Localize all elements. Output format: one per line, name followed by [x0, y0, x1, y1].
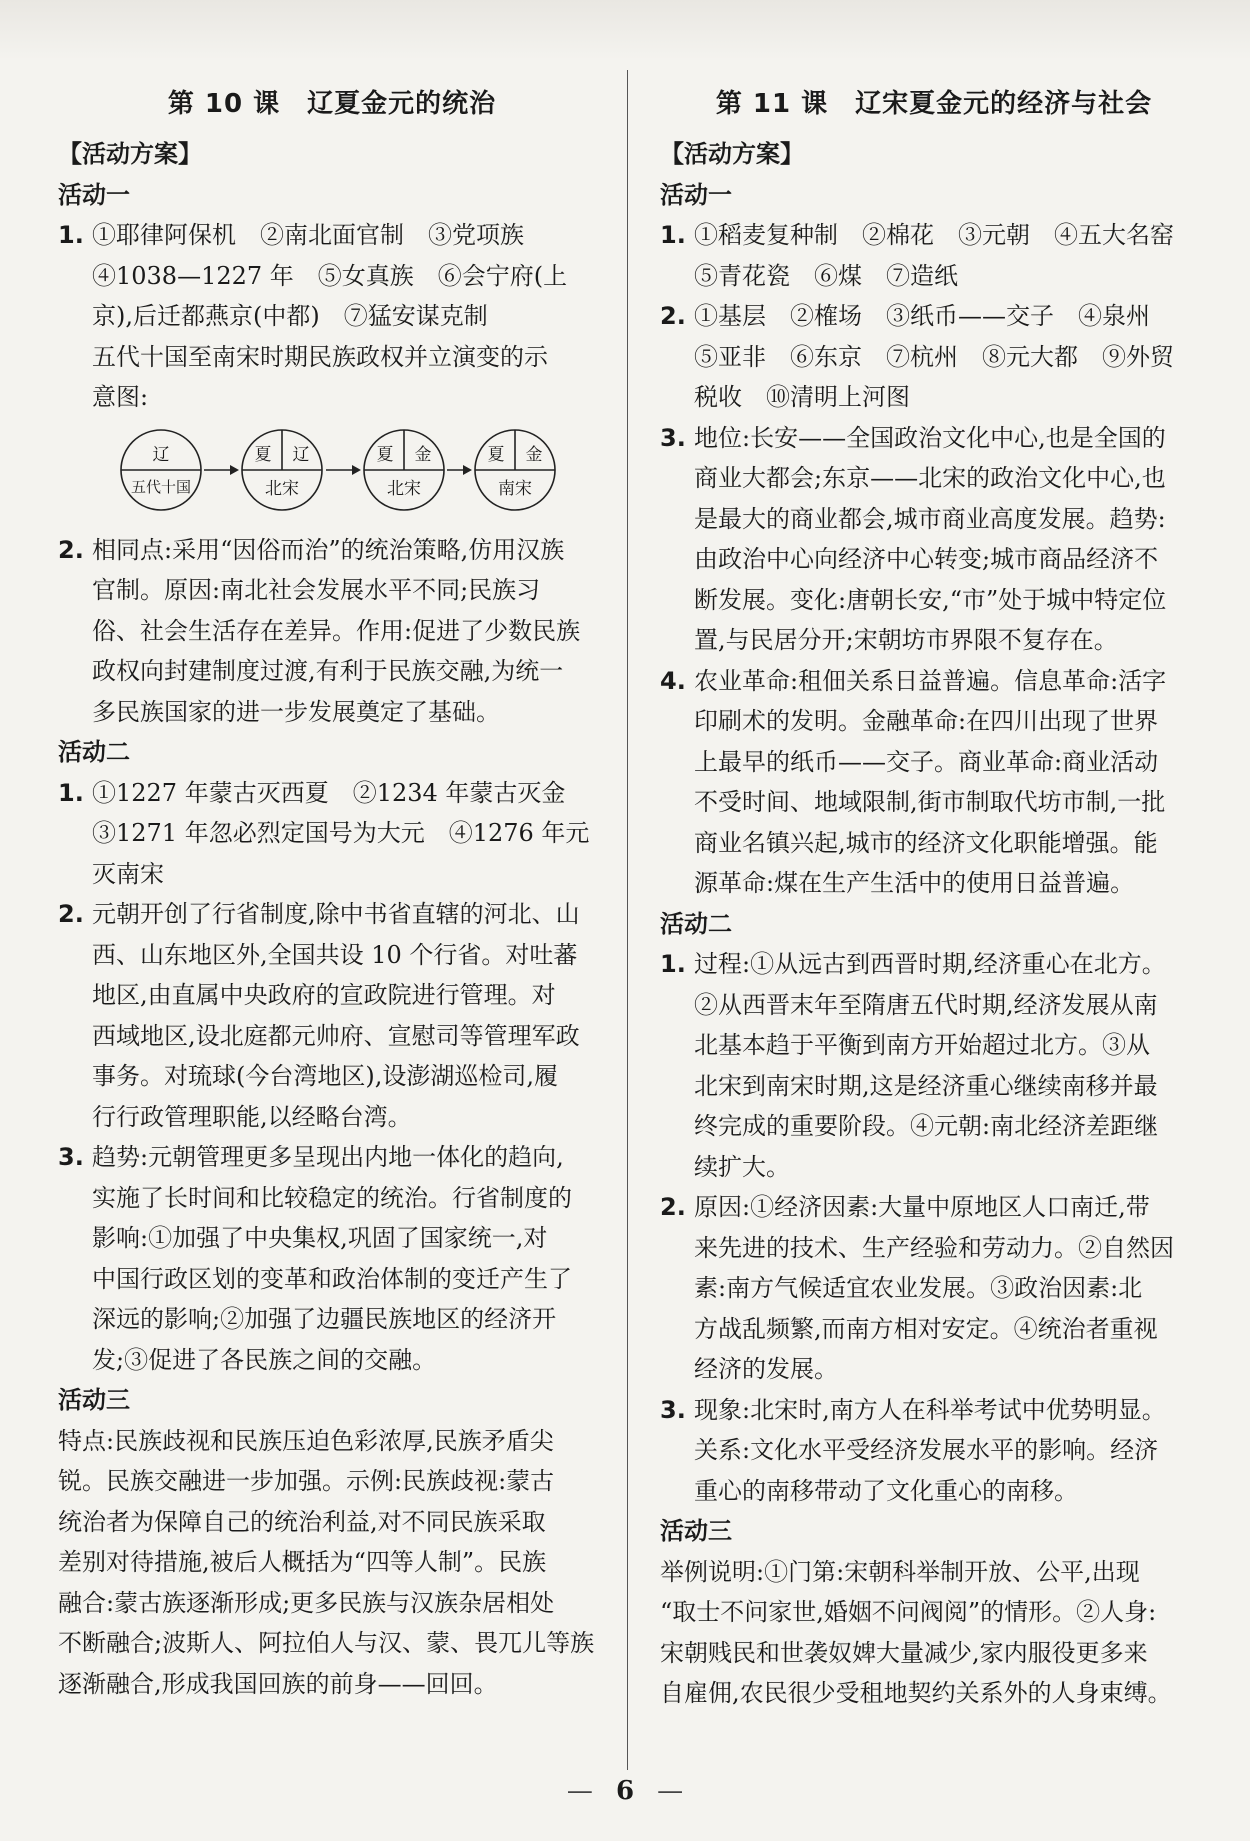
item-number: 1. — [660, 221, 686, 249]
item-number: 2. — [660, 302, 686, 330]
r-act1-item3 — [660, 418, 1208, 661]
text-line: 源革命:煤在生产生活中的使用日益普遍。 — [694, 869, 1135, 897]
column-divider — [627, 70, 628, 1770]
text-line: 实施了长时间和比较稳定的统治。行省制度的 — [92, 1183, 572, 1212]
r-act2-item1 — [660, 944, 1208, 1187]
text-line: 官制。原因:南北社会发展水平不同;民族习 — [92, 576, 541, 604]
text-line: 重心的南移带动了文化重心的南移。 — [694, 1476, 1078, 1505]
text-line: ③1271 年忽必烈定国号为大元 ④1276 年元 — [92, 819, 590, 847]
text-line: 相同点:采用“因俗而治”的统治策略,仿用汉族 — [92, 535, 565, 564]
r-act3-body — [660, 1552, 1208, 1714]
activity-plan-heading: 【活动方案】 — [58, 140, 202, 168]
text-line: ②从西晋末年至隋唐五代时期,经济发展从南 — [694, 990, 1158, 1019]
lesson-11-title: 第 11 课 辽宋夏金元的经济与社会 — [715, 89, 1153, 119]
r-act1-item2 — [660, 296, 1208, 418]
text-line: 经济的发展。 — [694, 1355, 838, 1383]
item-number: 3. — [660, 1395, 686, 1424]
text-line: 影响:①加强了中央集权,巩固了国家统一,对 — [92, 1224, 548, 1252]
page-number: 6 — [615, 1776, 635, 1806]
page-footer — [0, 1776, 1250, 1806]
text-line: 差别对待措施,被后人概括为“四等人制”。民族 — [58, 1548, 547, 1576]
text-line: 商业名镇兴起,城市的经济文化职能增强。能 — [694, 828, 1158, 857]
text-line: 不断融合;波斯人、阿拉伯人与汉、蒙、畏兀儿等族 — [58, 1629, 595, 1657]
item-number: 1. — [660, 950, 686, 978]
diagram-caption: 五代十国至南宋时期民族政权并立演变的示 — [92, 342, 548, 371]
text-line: 上最早的纸币——交子。商业革命:商业活动 — [694, 747, 1159, 776]
diagram-svg — [118, 424, 558, 524]
text-line: 方战乱频繁,而南方相对安定。④统治者重视 — [694, 1314, 1158, 1343]
text-line: ①1227 年蒙古灭西夏 ②1234 年蒙古灭金 — [92, 778, 566, 807]
item-number: 2. — [660, 1193, 686, 1221]
d-c4-tr: 金 — [525, 444, 543, 465]
text-line: ④1038—1227 年 ⑤女真族 ⑥会宁府(上 — [92, 261, 568, 290]
text-line: 来先进的技术、生产经验和劳动力。②自然因 — [694, 1233, 1174, 1262]
d-c3-tr: 金 — [414, 444, 432, 465]
text-line: “取士不问家世,婚姻不问阀阅”的情形。②人身: — [660, 1598, 1157, 1626]
item-number: 2. — [58, 535, 84, 564]
l-act3-body — [58, 1421, 606, 1705]
d-c2-tr: 辽 — [292, 444, 310, 465]
item-number: 2. — [58, 900, 84, 928]
text-line: 行行政管理职能,以经略台湾。 — [92, 1102, 412, 1131]
l-act2-item3 — [58, 1137, 606, 1380]
text-line: ⑤青花瓷 ⑥煤 ⑦造纸 — [694, 261, 958, 290]
text-line: 举例说明:①门第:宋朝科举制开放、公平,出现 — [660, 1557, 1140, 1586]
activity-1-heading: 活动一 — [58, 180, 130, 209]
d-c2-tl: 夏 — [254, 444, 272, 465]
text-line: 西、山东地区外,全国共设 10 个行省。对吐蕃 — [92, 940, 578, 969]
footer-dash-left: — — [566, 1776, 593, 1806]
text-line: ①耶律阿保机 ②南北面官制 ③党项族 — [92, 221, 524, 249]
text-line: 置,与民居分开;宋朝坊市界限不复存在。 — [694, 626, 1118, 654]
text-line: 税收 ⑩清明上河图 — [694, 383, 910, 411]
text-line: 事务。对琉球(今台湾地区),设澎湖巡检司,履 — [92, 1062, 558, 1090]
text-line: 现象:北宋时,南方人在科举考试中优势明显。 — [694, 1395, 1166, 1424]
top-shadow — [0, 0, 1250, 60]
d-c1-top: 辽 — [152, 444, 170, 465]
text-line: 深远的影响;②加强了边疆民族地区的经济开 — [92, 1305, 557, 1333]
d-c3-bottom: 北宋 — [387, 478, 421, 499]
text-line: 发;③促进了各民族之间的交融。 — [92, 1345, 437, 1374]
l-act2-item1 — [58, 773, 606, 895]
text-line: 灭南宋 — [92, 859, 164, 888]
text-line: 断发展。变化:唐朝长安,“市”处于城中特定位 — [694, 585, 1167, 614]
d-c4-tl: 夏 — [487, 444, 505, 465]
text-line: 融合:蒙古族逐渐形成;更多民族与汉族杂居相处 — [58, 1588, 555, 1617]
text-line: 政权向封建制度过渡,有利于民族交融,为统一 — [92, 657, 564, 685]
activity-3-heading: 活动三 — [660, 1517, 732, 1545]
text-line: 逐渐融合,形成我国回族的前身——回回。 — [58, 1669, 498, 1698]
text-line: ⑤亚非 ⑥东京 ⑦杭州 ⑧元大都 ⑨外贸 — [694, 342, 1174, 371]
l-act1-item2 — [58, 530, 606, 733]
r-act1-item1 — [660, 215, 1208, 296]
r-act2-item3 — [660, 1390, 1208, 1512]
text-line: 终完成的重要阶段。④元朝:南北经济差距继 — [694, 1112, 1159, 1140]
item-number: 4. — [660, 666, 686, 695]
text-line: 原因:①经济因素:大量中原地区人口南迁,带 — [694, 1193, 1150, 1221]
activity-2-heading: 活动二 — [58, 738, 130, 766]
text-line: 不受时间、地域限制,街市制取代坊市制,一批 — [694, 788, 1166, 816]
text-line: 北宋到南宋时期,这是经济重心继续南移并最 — [694, 1071, 1158, 1100]
l-act2-item2 — [58, 894, 606, 1137]
item-number: 3. — [58, 1143, 84, 1171]
text-line: 地位:长安——全国政治文化中心,也是全国的 — [694, 423, 1166, 452]
text-line: 宋朝贱民和世袭奴婢大量减少,家内服役更多来 — [660, 1638, 1148, 1667]
text-line: 自雇佣,农民很少受租地契约关系外的人身束缚。 — [660, 1679, 1172, 1707]
text-line: 由政治中心向经济中心转变;城市商品经济不 — [694, 545, 1159, 573]
text-line: 俗、社会生活存在差异。作用:促进了少数民族 — [92, 616, 581, 645]
text-line: 京),后迁都燕京(中都) ⑦猛安谋克制 — [92, 302, 488, 330]
item-number: 3. — [660, 423, 686, 452]
l-act1-item1 — [58, 215, 606, 418]
d-c1-bottom: 五代十国 — [130, 477, 192, 496]
text-line: 西域地区,设北庭都元帅府、宣慰司等管理军政 — [92, 1021, 580, 1050]
text-line: 中国行政区划的变革和政治体制的变迁产生了 — [92, 1264, 572, 1293]
text-line: 是最大的商业都会,城市商业高度发展。趋势: — [694, 504, 1166, 533]
text-line: 多民族国家的进一步发展奠定了基础。 — [92, 697, 500, 726]
text-line: 关系:文化水平受经济发展水平的影响。经济 — [694, 1436, 1159, 1464]
text-line: 锐。民族交融进一步加强。示例:民族歧视:蒙古 — [58, 1467, 555, 1495]
left-column — [58, 78, 606, 1704]
text-line: 续扩大。 — [694, 1152, 790, 1181]
d-c3-tl: 夏 — [376, 444, 394, 465]
item-number: 1. — [58, 221, 84, 249]
text-line: 统治者为保障自己的统治利益,对不同民族采取 — [58, 1507, 546, 1536]
regime-evolution-diagram — [58, 418, 606, 530]
text-line: 商业大都会;东京——北宋的政治文化中心,也 — [694, 464, 1166, 492]
r-act1-item4 — [660, 661, 1208, 904]
text-line: 农业革命:租佃关系日益普遍。信息革命:活字 — [694, 666, 1167, 695]
text-line: 特点:民族歧视和民族压迫色彩浓厚,民族矛盾尖 — [58, 1426, 554, 1455]
right-column — [660, 78, 1208, 1714]
diagram-caption: 意图: — [92, 383, 149, 411]
text-line: ①稻麦复种制 ②棉花 ③元朝 ④五大名窑 — [694, 221, 1174, 249]
activity-plan-heading: 【活动方案】 — [660, 140, 804, 168]
text-line: 地区,由直属中央政府的宣政院进行管理。对 — [92, 981, 556, 1009]
text-line: ①基层 ②榷场 ③纸币——交子 ④泉州 — [694, 302, 1150, 330]
footer-dash-right: — — [657, 1776, 684, 1806]
d-c4-bottom: 南宋 — [498, 478, 532, 499]
text-line: 素:南方气候适宜农业发展。③政治因素:北 — [694, 1274, 1143, 1302]
text-line: 北基本趋于平衡到南方开始超过北方。③从 — [694, 1031, 1150, 1059]
activity-3-heading: 活动三 — [58, 1386, 130, 1414]
activity-2-heading: 活动二 — [660, 909, 732, 938]
activity-1-heading: 活动一 — [660, 180, 732, 209]
r-act2-item2 — [660, 1187, 1208, 1390]
lesson-10-title: 第 10 课 辽夏金元的统治 — [167, 89, 497, 119]
text-line: 元朝开创了行省制度,除中书省直辖的河北、山 — [92, 900, 580, 928]
text-line: 趋势:元朝管理更多呈现出内地一体化的趋向, — [92, 1143, 564, 1171]
item-number: 1. — [58, 778, 84, 807]
text-line: 印刷术的发明。金融革命:在四川出现了世界 — [694, 707, 1159, 735]
text-line: 过程:①从远古到西晋时期,经济重心在北方。 — [694, 950, 1166, 978]
d-c2-bottom: 北宋 — [265, 478, 299, 499]
